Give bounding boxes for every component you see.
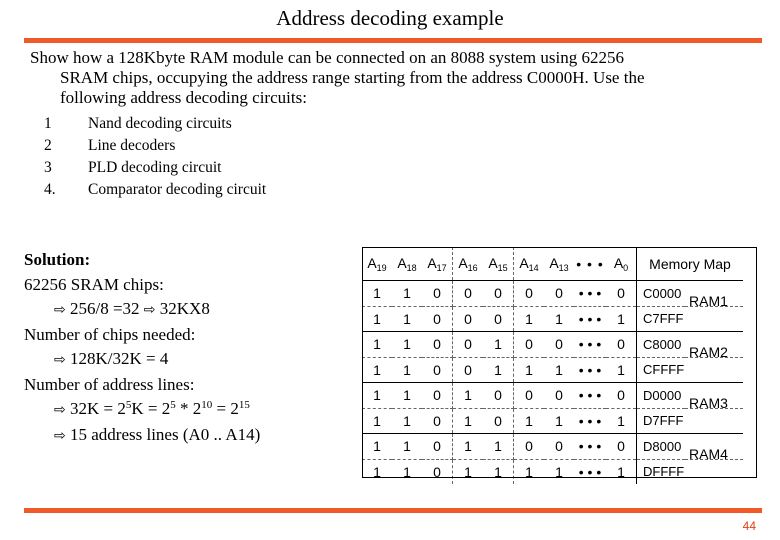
list-item xyxy=(44,157,266,179)
header-cell: $A_0$ xyxy=(606,247,637,281)
intro-line-2: SRAM chips, occupying the address range starting from the address C0000H. Use the xyxy=(60,68,645,87)
lines-label: Number of address lines: xyxy=(24,374,195,394)
solution-block xyxy=(24,248,260,448)
header-cell: $A_{15}$ xyxy=(483,247,514,281)
list-label: PLD decoding circuit xyxy=(88,159,222,176)
table-row: 1 1 0 1 0 1 1 • • • 1 D7FFF xyxy=(362,408,743,434)
header-cell: $A_{14}$ xyxy=(514,247,545,281)
list-label: Line decoders xyxy=(88,137,176,154)
header-cell: $A_{13}$ xyxy=(544,247,574,281)
needed-label: Number of chips needed: xyxy=(24,324,196,344)
table-row: 1 1 0 1 0 0 0 • • • 0 D0000 RAM3 xyxy=(362,383,743,409)
address-cell: DFFFF xyxy=(637,459,686,484)
header-cell: $A_{19}$ xyxy=(362,247,392,281)
memory-map-header: Memory Map xyxy=(637,247,744,281)
header-cell: $A_{17}$ xyxy=(422,247,453,281)
top-divider xyxy=(24,38,762,43)
intro-line-3: following address decoding circuits: xyxy=(60,88,307,107)
table-row: 1 1 0 1 1 1 1 • • • 1 DFFFF xyxy=(362,459,743,484)
list-number: 1 xyxy=(44,115,52,132)
table-header-row xyxy=(362,247,743,281)
table-row: 1 1 0 1 1 0 0 • • • 0 D8000 RAM4 xyxy=(362,434,743,460)
chips-label: 62256 SRAM chips: xyxy=(24,274,164,294)
bottom-divider xyxy=(24,508,762,513)
list-item xyxy=(44,113,266,135)
intro-line-1: Show how a 128Kbyte RAM module can be connected on an 8088 system using 62256 xyxy=(30,48,624,67)
arrow-icon: ⇨ xyxy=(54,427,66,444)
list-label: Nand decoding circuits xyxy=(88,115,232,132)
arrow-icon: ⇨ xyxy=(54,402,66,418)
arrow-icon: ⇨ xyxy=(143,302,156,318)
arrow-icon: ⇨ xyxy=(54,302,66,318)
list-number: 3 xyxy=(44,159,52,176)
table-row: 1 1 0 0 0 0 0 • • • 0 C0000 RAM1 xyxy=(362,281,743,307)
list-number: 2 xyxy=(44,137,52,154)
header-cell: $A_{18}$ xyxy=(392,247,422,281)
arrow-icon: ⇨ xyxy=(54,352,66,368)
ram-label: RAM3 xyxy=(685,383,743,409)
list-item xyxy=(44,135,266,157)
table-row: 1 1 0 0 1 0 0 • • • 0 C8000 RAM2 xyxy=(362,332,743,358)
list-label: Comparator decoding circuit xyxy=(88,181,267,198)
solution-heading: Solution: xyxy=(24,250,91,269)
slide-title: Address decoding example xyxy=(276,6,504,30)
address-cell: C8000 xyxy=(637,332,686,358)
ram-label: RAM1 xyxy=(685,281,743,307)
header-cell: • • • xyxy=(574,247,606,281)
address-cell: D8000 xyxy=(637,434,686,460)
problem-statement xyxy=(30,48,760,108)
address-cell: D0000 xyxy=(637,383,686,409)
lines-result: ⇨ 15 address lines (A0 .. A14) xyxy=(54,424,261,444)
table-row: 1 1 0 0 0 1 1 • • • 1 C7FFF xyxy=(362,306,743,332)
needed-calc: ⇨ 128K/32K = 4 xyxy=(54,349,169,368)
ram-label: RAM4 xyxy=(685,434,743,460)
memory-map-table xyxy=(362,247,743,484)
list-number: 4. xyxy=(44,181,56,198)
address-cell: D7FFF xyxy=(637,408,686,434)
chips-calc: ⇨ 256/8 =32 ⇨ 32KX8 xyxy=(54,299,210,318)
page-number: 44 xyxy=(742,519,756,533)
list-item xyxy=(44,179,266,201)
decoding-methods-list xyxy=(44,113,266,201)
ram-label: RAM2 xyxy=(685,332,743,358)
address-cell: C0000 xyxy=(637,281,686,307)
table-row: 1 1 0 0 1 1 1 • • • 1 CFFFF xyxy=(362,357,743,383)
address-cell: C7FFF xyxy=(637,306,686,332)
header-cell: $A_{16}$ xyxy=(453,247,484,281)
lines-calc: ⇨ $32K = 2^5K = 2^5 * 2^{10} = 2^{15}$ xyxy=(54,399,250,418)
address-cell: CFFFF xyxy=(637,357,686,383)
